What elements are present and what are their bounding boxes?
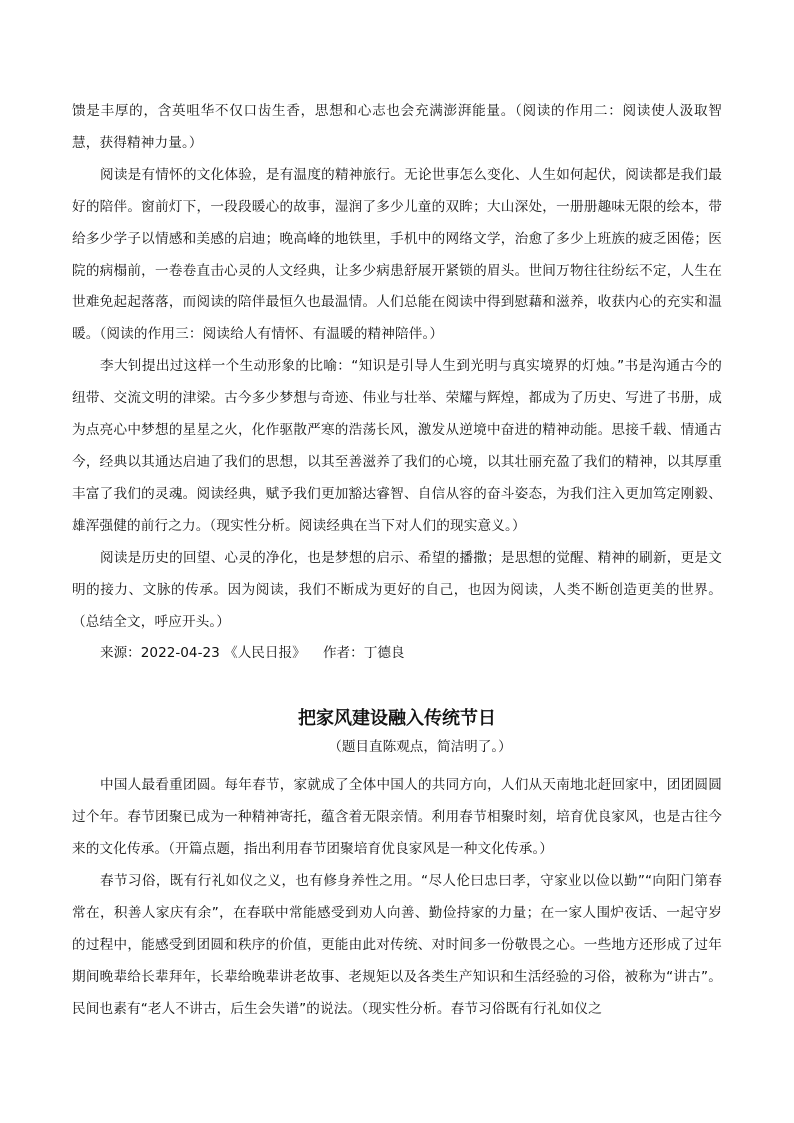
- article2-paragraph-2: 春节习俗，既有行礼如仪之义，也有修身养性之用。“尽人伦曰忠曰孝，守家业以俭以勤”“向阳门第春常在，积善人家庆有余”，在春联中常能感受到劝人向善、勤俭持家的力量；在一家人围炉夜话、一起守岁的过程中，能感受到团圆和秩序的价值，更能由此对传统、对时间多一份敬畏之心。一些地方还形成了过年期间晚辈给长辈拜年，长辈给晚辈讲老故事、老规矩以及各类生产知识和生活经验的习俗，被称为“讲古”。民间也素有“老人不讲古，后生会失谱”的说法。（现实性分析。春节习俗既有行礼如仪之: [72, 873, 722, 1017]
- article1-paragraph-2: 阅读是有情怀的文化体验，是有温度的精神旅行。无论世事怎么变化、人生如何起伏，阅读都是我们最好的陪伴。窗前灯下，一段段暖心的故事，湿润了多少儿童的双眸；大山深处，一册册趣味无限的绘本，带给多少学子以情感和美感的启迪；晚高峰的地铁里，手机中的网络文学，治愈了多少上班族的疲乏困倦；医院的病榻前，一卷卷直击心灵的人文经典，让多少病患舒展开紧锁的眉头。世间万物往往纷纭不定，人生在世难免起起落落，而阅读的陪伴最恒久也最温情。人们总能在阅读中得到慰藉和滋养，收获内心的充实和温暖。（阅读的作用三：阅读给人有情怀、有温暖的精神陪伴。）: [72, 166, 722, 343]
- document-page: [72, 96, 722, 1026]
- article-1: [72, 96, 722, 670]
- article2-title: 把家风建设融入传统节日: [298, 708, 496, 730]
- article2-paragraph-1: 中国人最看重团圆。每年春节，家就成了全体中国人的共同方向，人们从天南地北赶回家中，团团圆圆过个年。春节团聚已成为一种精神寄托，蕴含着无限亲情。利用春节相聚时刻，培育优良家风，也是古往今来的文化传承。（开篇点题，指出利用春节团聚培育优良家风是一种文化传承。）: [72, 777, 722, 858]
- article1-paragraph-1: 馈是丰厚的，含英咀华不仅口齿生香，思想和心志也会充满澎湃能量。（阅读的作用二：阅读使人汲取智慧，获得精神力量。）: [72, 103, 722, 151]
- article2-title-note: （题目直陈观点，简洁明了。）: [328, 739, 512, 756]
- article1-source-line: 来源：2022-04-23 《人民日报》 作者：丁德良: [100, 645, 405, 662]
- article1-paragraph-3: 李大钊提出过这样一个生动形象的比喻：“知识是引导人生到光明与真实境界的灯烛。”书是沟通古今的纽带、交流文明的津梁。古今多少梦想与奇迹、伟业与壮举、荣耀与辉煌，都成为了历史、写进了书册，成为点亮心中梦想的星星之火，化作驱散严寒的浩荡长风，激发从逆境中奋进的精神动能。思接千载、情通古今，经典以其通达启迪了我们的思想，以其至善滋养了我们的心境，以其壮丽充盈了我们的精神，以其厚重丰富了我们的灵魂。阅读经典，赋予我们更加豁达睿智、自信从容的奋斗姿态，为我们注入更加笃定刚毅、雄浑强健的前行之力。（现实性分析。阅读经典在当下对人们的现实意义。）: [72, 358, 722, 534]
- article1-paragraph-4: 阅读是历史的回望、心灵的净化，也是梦想的启示、希望的播撒；是思想的觉醒、精神的刷新，更是文明的接力、文脉的传承。因为阅读，我们不断成为更好的自己，也因为阅读，人类不断创造更美的世界。（总结全文，呼应开头。）: [72, 549, 722, 630]
- article-2: [72, 708, 722, 1025]
